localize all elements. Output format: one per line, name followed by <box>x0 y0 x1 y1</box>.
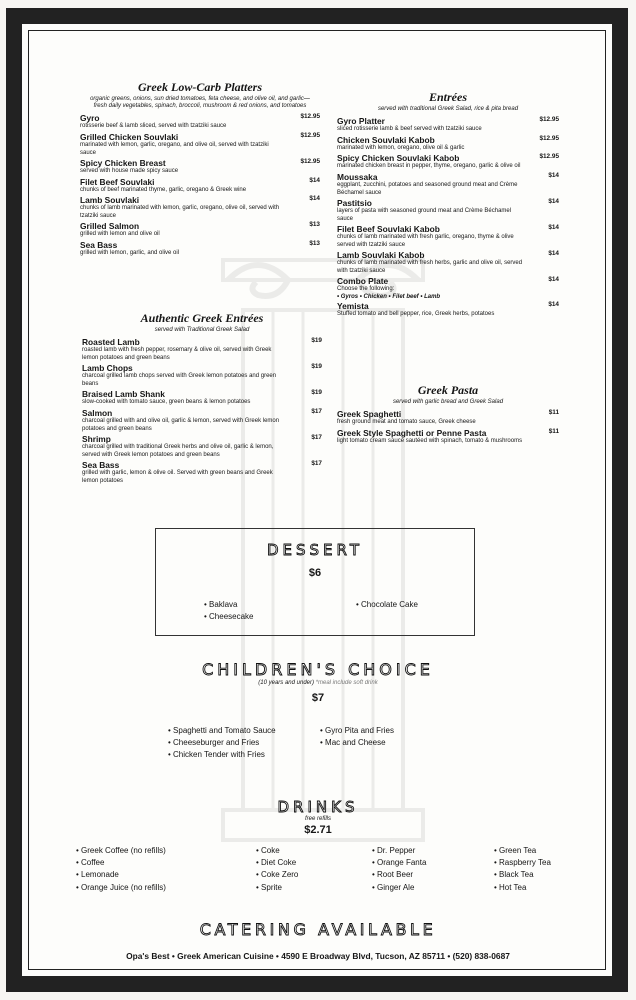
item-price: $19 <box>311 363 322 371</box>
list-item: • Lemonade <box>76 870 256 879</box>
item-description: rotisserie beef & lamb sliced, served with tzatziki sauce <box>80 123 227 130</box>
drinks-col-3 <box>372 846 492 895</box>
item-name: Yemista <box>337 300 369 311</box>
menu-item <box>82 337 322 362</box>
item-description: chunks of beef marinated thyme, garlic, oregano & Greek wine <box>80 186 247 193</box>
menu-item <box>82 460 322 485</box>
item-name: Grilled Salmon <box>80 221 140 232</box>
item-price: $14 <box>309 176 320 184</box>
list-item: • Sprite <box>256 883 366 892</box>
item-description: marinated with lemon, oregano, olive oil & garlic <box>337 144 465 151</box>
item-price: $19 <box>311 337 322 345</box>
list-item: • Diet Coke <box>256 858 366 867</box>
section-title: Authentic Greek Entrées <box>140 311 264 325</box>
section-subtitle: served with Traditional Greek Salad <box>154 327 250 333</box>
list-item: • Black Tea <box>494 870 584 879</box>
item-price: $14 <box>548 198 559 205</box>
list-item: • Hot Tea <box>494 883 584 892</box>
item-price: $12.95 <box>300 131 320 139</box>
item-price: $12.95 <box>300 158 320 166</box>
list-item: • Green Tea <box>494 846 584 855</box>
item-name: Sea Bass <box>80 239 118 250</box>
menu-item <box>82 363 322 388</box>
drinks-col-4 <box>494 846 584 895</box>
item-description: Choose the following: <box>337 286 395 293</box>
item-price: $17 <box>311 434 322 441</box>
section-title: Greek Low-Carb Platters <box>138 80 262 94</box>
item-name: Combo Plate <box>337 276 389 287</box>
item-name: Spicy Chicken Souvlaki Kabob <box>337 153 460 164</box>
item-price: $14 <box>548 224 559 232</box>
pasta-section <box>337 383 559 446</box>
item-price: $17 <box>311 460 322 468</box>
item-description: eggplant, zucchini, potatoes and seasoned ground meat and Crème Béchamel sauce <box>337 182 518 196</box>
children-list-left <box>168 726 276 763</box>
menu-item <box>337 301 559 319</box>
item-name: Lamb Chops <box>82 363 133 374</box>
list-item: • Cheesecake <box>204 612 254 621</box>
menu-item <box>82 389 322 407</box>
item-description: roasted lamb with fresh pepper, rosemary & olive oil, served with Greek lemon potatoes and green beans <box>82 347 272 361</box>
menu-item <box>80 221 320 239</box>
menu-item <box>337 224 559 249</box>
menu-item <box>80 113 320 131</box>
item-description: slow-cooked with tomato sauce, green beans & lemon potatoes <box>82 399 251 406</box>
item-description: layers of pasta with seasoned ground meat and Crème Béchamel sauce <box>337 208 512 222</box>
item-name: Grilled Chicken Souvlaki <box>80 131 179 142</box>
children-price: $7 <box>311 692 325 704</box>
item-description: charcoal grilled with traditional Greek herbs and olive oil, garlic & lemon, served with Greek lemon potatoes and green beans <box>82 444 274 458</box>
item-name: Spicy Chicken Breast <box>80 158 166 169</box>
list-item: • Cheeseburger and Fries <box>168 738 276 747</box>
entrees-section <box>337 90 559 319</box>
item-name: Shrimp <box>82 434 111 444</box>
item-description: charcoal grilled lamb chops served with Greek lemon potatoes and green beans <box>82 373 277 387</box>
drinks-col-1 <box>76 846 256 895</box>
list-item: • Mac and Cheese <box>320 738 394 747</box>
item-price: $14 <box>548 171 559 179</box>
children-title: CHILDREN'S CHOICE <box>202 660 434 679</box>
list-item: • Raspberry Tea <box>494 858 584 867</box>
menu-item <box>82 434 322 459</box>
item-name: Pastitsio <box>337 198 372 208</box>
dessert-title: DESSERT <box>266 541 364 559</box>
item-description: grilled with garlic, lemon & olive oil. Served with green beans and Greek lemon potatoes <box>82 470 273 484</box>
item-name: Greek Style Spaghetti or Penne Pasta <box>337 427 487 438</box>
authentic-section <box>82 311 322 486</box>
section-title: Entrées <box>428 90 467 104</box>
drinks-section <box>218 798 418 836</box>
drinks-title: DRINKS <box>277 798 359 816</box>
item-name: Gyro <box>80 113 100 124</box>
list-item: • Baklava <box>204 600 254 609</box>
item-description: sliced rotisserie lamb & beef served with tzatziki sauce <box>337 126 482 133</box>
menu-item <box>337 428 559 446</box>
item-price: $14 <box>548 300 559 308</box>
item-description: chunks of lamb marinated with fresh herbs, garlic and olive oil, served with tzatziki sauce <box>337 260 523 274</box>
section-title: Greek Pasta <box>417 383 479 397</box>
children-section <box>118 660 518 760</box>
list-item: • Greek Coffee (no refills) <box>76 846 256 855</box>
section-subtitle: organic greens, onions, sun dried tomatoes, feta cheese, and olive oil, and garlic—fresh daily vegetables, spinach, broccoli, mushroom & red onions, and tomatoes <box>90 96 310 110</box>
menu-item <box>337 135 559 153</box>
item-name: Gyro Platter <box>337 116 385 127</box>
drinks-note: free refills <box>304 816 331 822</box>
dessert-price: $6 <box>308 567 322 579</box>
list-item: • Coke Zero <box>256 870 366 879</box>
item-price: $12.95 <box>539 134 559 142</box>
item-name: Roasted Lamb <box>82 337 140 348</box>
item-description: grilled with lemon and olive oil <box>80 231 160 238</box>
item-name: Lamb Souvlaki <box>80 195 140 206</box>
list-item: • Spaghetti and Tomato Sauce <box>168 726 276 735</box>
item-price: $17 <box>311 407 322 415</box>
item-price: $19 <box>311 389 322 397</box>
list-item: • Orange Fanta <box>372 858 492 867</box>
menu-item <box>80 240 320 258</box>
low-carb-section <box>80 80 320 258</box>
drinks-price: $2.71 <box>304 824 332 836</box>
item-description: marinated with lemon, garlic, oregano, and olive oil, served with tzatziki sauce <box>80 142 269 156</box>
list-item: • Root Beer <box>372 870 492 879</box>
item-name: Moussaka <box>337 171 378 182</box>
restaurant-address: Opa's Best • Greek American Cuisine • 4590 E Broadway Blvd, Tucson, AZ 85711 • (520) 838-0687 <box>126 951 510 961</box>
item-name: Filet Beef Souvlaki <box>80 176 155 187</box>
menu-item <box>80 132 320 157</box>
item-price: $14 <box>309 195 320 203</box>
list-item: • Ginger Ale <box>372 883 492 892</box>
item-price: $12.95 <box>300 113 320 121</box>
section-subtitle: served with traditional Greek Salad, rice & pita bread <box>377 106 519 112</box>
children-drink-note: *meal include soft drink <box>315 680 378 686</box>
menu-item <box>82 408 322 433</box>
item-description: fresh ground meat and tomato sauce, Greek cheese <box>337 419 476 426</box>
item-price: $14 <box>548 250 559 258</box>
menu-item <box>337 153 559 171</box>
item-name: Filet Beef Souvlaki Kabob <box>337 224 440 235</box>
item-description: Stuffed tomato and bell pepper, rice, Greek herbs, potatoes <box>337 310 495 317</box>
list-item: • Chicken Tender with Fries <box>168 750 276 759</box>
item-description: served with house made spicy sauce <box>80 168 179 175</box>
menu-item <box>337 172 559 197</box>
item-name: Chicken Souvlaki Kabob <box>337 134 435 145</box>
menu-item <box>337 198 559 223</box>
item-price: $13 <box>309 239 320 247</box>
list-item: • Dr. Pepper <box>372 846 492 855</box>
item-description: chunks of lamb marinated with lemon, garlic, oregano, olive oil, served with tzatziki sauce <box>80 205 280 219</box>
menu-item <box>337 276 559 300</box>
section-subtitle: served with garlic bread and Greek Salad <box>392 399 504 405</box>
menu-item <box>337 250 559 275</box>
item-description: chunks of lamb marinated with fresh garlic, oregano, thyme & olive served with tzatziki sauce <box>337 234 514 248</box>
menu-item <box>80 158 320 176</box>
children-list-right <box>320 726 394 750</box>
menu-item <box>80 195 320 220</box>
list-item: • Coffee <box>76 858 256 867</box>
item-price: $12.95 <box>539 153 559 161</box>
item-price: $12.95 <box>539 116 559 124</box>
catering-banner: CATERING AVAILABLE <box>199 920 437 939</box>
dessert-box <box>155 528 475 636</box>
list-item: • Coke <box>256 846 366 855</box>
item-price: $14 <box>548 276 559 284</box>
item-description: light tomato cream sauce sautéed with spinach, tomato & mushrooms <box>337 437 523 444</box>
item-price: $11 <box>548 409 559 417</box>
item-price: $13 <box>309 221 320 229</box>
item-description: marinated chicken breast in pepper, thyme, oregano, garlic & olive oil <box>337 163 521 170</box>
item-name: Sea Bass <box>82 460 120 471</box>
list-item: • Orange Juice (no refills) <box>76 883 256 892</box>
item-price: $11 <box>548 427 559 435</box>
item-description: charcoal grilled with and olive oil, garlic & lemon, served with Greek lemon potatoes and green beans <box>82 418 280 432</box>
item-description: grilled with lemon, garlic, and olive oil <box>80 249 180 256</box>
item-name: Lamb Souvlaki Kabob <box>337 250 425 261</box>
list-item: • Chocolate Cake <box>356 600 418 609</box>
menu-item <box>80 177 320 195</box>
combo-choices: • Gyros • Chicken • Filet beef • Lamb <box>337 293 441 300</box>
list-item: • Gyro Pita and Fries <box>320 726 394 735</box>
menu-item <box>337 409 559 427</box>
drinks-col-2 <box>256 846 366 895</box>
item-name: Salmon <box>82 407 113 418</box>
children-age-note: (10 years and under) <box>258 680 314 686</box>
item-name: Braised Lamb Shank <box>82 389 165 400</box>
dessert-list-left <box>204 600 254 624</box>
item-name: Greek Spaghetti <box>337 409 402 420</box>
dessert-list-right <box>356 600 418 612</box>
menu-item <box>337 116 559 134</box>
